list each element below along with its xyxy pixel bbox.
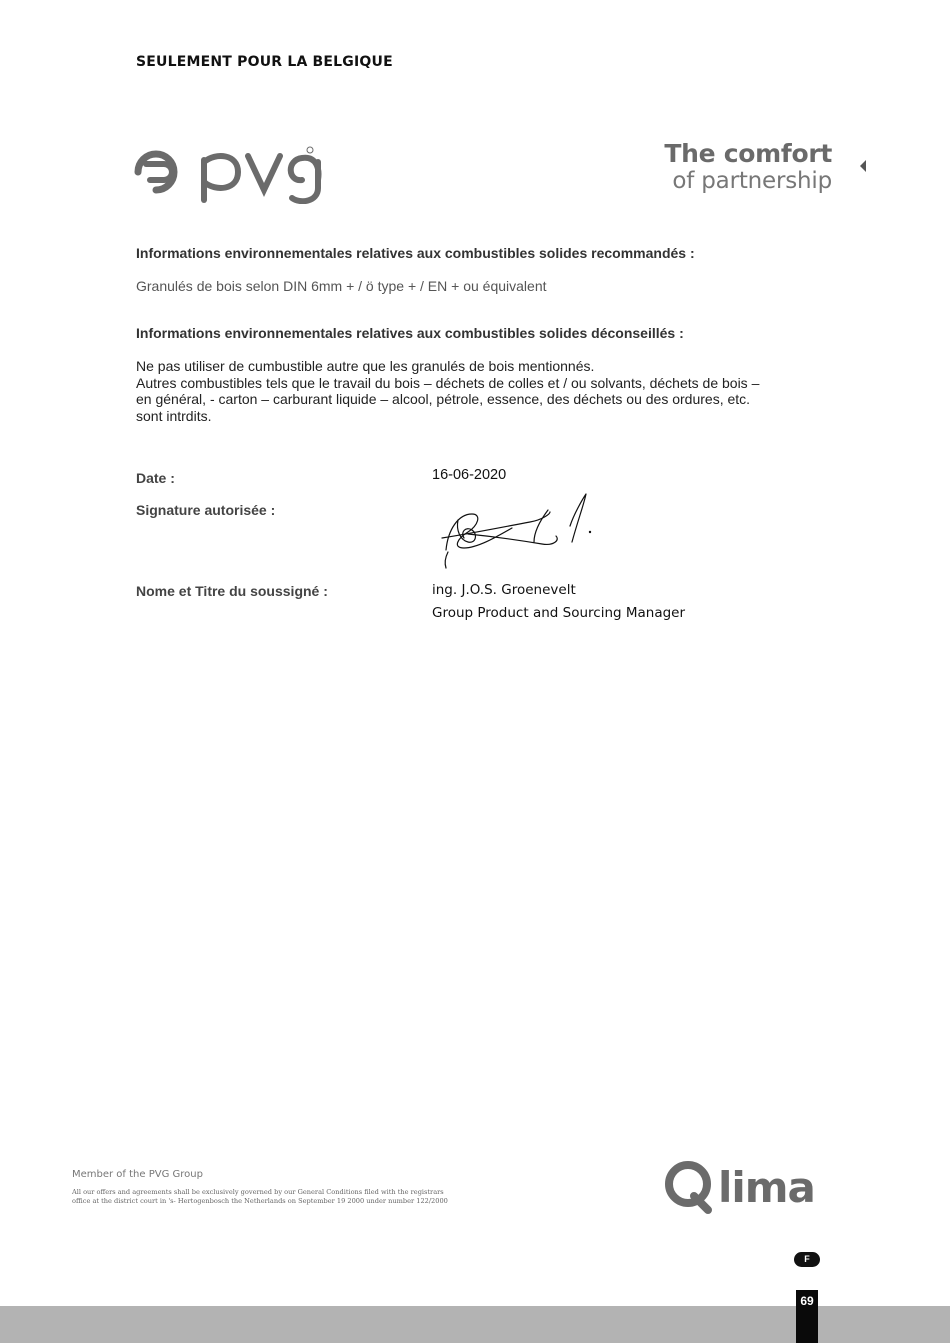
top-note: SEULEMENT POUR LA BELGIQUE [136, 54, 393, 70]
left-triangle-icon [860, 160, 866, 172]
svg-text:lima: lima [718, 1163, 815, 1212]
signature-label: Signature autorisée : [136, 502, 276, 518]
signature-image [438, 490, 598, 572]
recommended-heading: Informations environnementales relatives aux combustibles solides recommandés : [136, 245, 695, 261]
date-value: 16-06-2020 [432, 467, 507, 483]
date-label: Date : [136, 470, 175, 486]
pvg-logo [130, 138, 330, 204]
discouraged-line: en général, - carton – carburant liquide – alcool, pétrole, essence, des déchets ou des ordures, etc. [136, 391, 751, 407]
footer-legal [72, 1188, 452, 1205]
signer-title: Group Product and Sourcing Manager [432, 605, 686, 621]
discouraged-line: Ne pas utiliser de cumbustible autre que les granulés de bois mentionnés. [136, 358, 595, 374]
discouraged-line: sont intrdits. [136, 407, 212, 424]
footer-legal-line: office at the district court in 's- Hertogenbosch the Netherlands on September 19 2000 under number 122/2000 [72, 1196, 448, 1205]
recommended-text: Granulés de bois selon DIN 6mm + / ö type + / EN + ou équivalent [136, 278, 547, 294]
footer-member: Member of the PVG Group [72, 1169, 203, 1180]
discouraged-heading: Informations environnementales relatives aux combustibles solides déconseillés : [136, 325, 684, 341]
footer-legal-line: All our offers and agreements shall be exclusively governed by our General Conditions filed with the registrars [72, 1188, 444, 1196]
tagline [664, 140, 832, 194]
qlima-logo [664, 1156, 816, 1214]
tagline-line2: of partnership [672, 168, 832, 194]
page-number: 69 [800, 1294, 814, 1308]
signer-name: ing. J.O.S. Groenevelt [432, 582, 576, 598]
discouraged-text [136, 358, 759, 424]
language-badge: F [794, 1252, 820, 1267]
discouraged-line: Autres combustibles tels que le travail du bois – déchets de colles et / ou solvants, déchets de bois – [136, 374, 760, 391]
tagline-line1: The comfort [664, 139, 832, 168]
name-label: Nome et Titre du soussigné : [136, 583, 328, 599]
